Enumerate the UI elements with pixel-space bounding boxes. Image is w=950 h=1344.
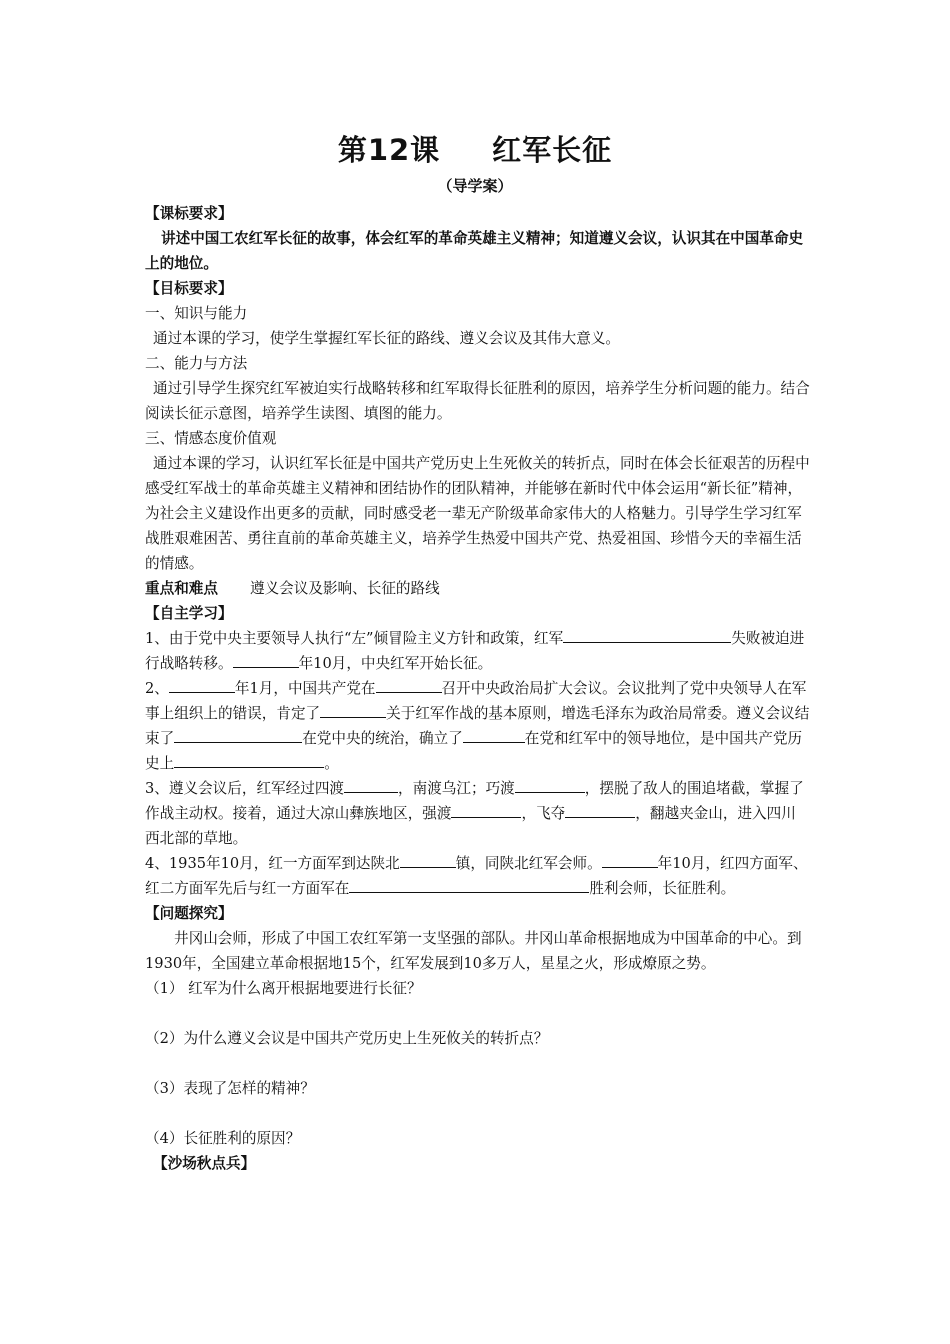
goals-heading: 【目标要求】 xyxy=(145,280,233,297)
q3-blank-3[interactable] xyxy=(451,801,521,818)
inquiry-question-2: （2）为什么遵义会议是中国共产党历史上生死攸关的转折点？ xyxy=(145,1030,549,1047)
self-study-heading: 【自主学习】 xyxy=(145,605,233,622)
q1-blank-1[interactable] xyxy=(563,626,731,643)
subtitle: （导学案） xyxy=(437,177,513,195)
q3-blank-1[interactable] xyxy=(344,776,398,793)
q2-text-f: 在党和红军中的领导地位，是中国共产党历史上 xyxy=(145,730,803,772)
q1-text-b: 失败被迫进行战略转移。 xyxy=(145,630,805,672)
goal1-heading: 一、知识与能力 xyxy=(145,305,248,322)
keypoints-heading: 重点和难点 xyxy=(145,580,218,597)
q4-blank-1[interactable] xyxy=(400,851,456,868)
q2-blank-3[interactable] xyxy=(320,701,386,718)
goal3-heading: 三、情感态度价值观 xyxy=(145,430,277,447)
q2-blank-5[interactable] xyxy=(463,726,525,743)
q2-text-g: 。 xyxy=(324,755,339,772)
q2-text-d: 关于红军作战的基本原则，增选毛泽东为政治局常委。遵义会议结束了 xyxy=(145,705,810,747)
inquiry-question-3: （3）表现了怎样的精神？ xyxy=(145,1080,315,1097)
lesson-name: 红军长征 xyxy=(492,133,613,167)
question-4 xyxy=(145,851,810,901)
q1-text-c: 年10月，中央红军开始长征。 xyxy=(298,655,493,672)
lesson-title xyxy=(0,128,950,169)
q2-blank-6[interactable] xyxy=(174,751,324,768)
q3-text-a: 3、遵义会议后，红军经过四渡 xyxy=(145,780,345,797)
q4-text-a: 4、1935年10月，红一方面军到达陕北 xyxy=(145,855,400,872)
q3-text-c: ，摆脱了敌人的围追堵截，掌握了作战主动权。接着，通过大凉山彝族地区，强渡 xyxy=(145,780,804,822)
keypoints-row xyxy=(145,576,810,601)
q4-blank-3[interactable] xyxy=(349,876,589,893)
q2-blank-1[interactable] xyxy=(169,676,235,693)
curriculum-text: 讲述中国工农红军长征的故事，体会红军的革命英雄主义精神；知道遵义会议，认识其在中国革命史上的地位。 xyxy=(145,230,804,272)
q2-blank-2[interactable] xyxy=(376,676,442,693)
goal3-text: 通过本课的学习，认识红军长征是中国共产党历史上生死攸关的转折点，同时在体会长征艰苦的历程中感受红军战士的革命英雄主义精神和团结协作的团队精神，并能够在新时代中体会运用“新长征”精神，为社会主义建设作出更多的贡献，同时感受老一辈无产阶级革命家伟大的人格魅力。引导学生学习红军战胜艰难困苦、勇往直前的革命英雄主义，培养学生热爱中国共产党、热爱祖国、珍惜今天的幸福生活的情感。 xyxy=(145,455,810,572)
inquiry-question-4: （4）长征胜利的原因？ xyxy=(145,1130,301,1147)
q1-text-a: 1、由于党中央主要领导人执行“左”倾冒险主义方针和政策，红军 xyxy=(145,630,564,647)
keypoints-text: 遵义会议及影响、长征的路线 xyxy=(249,580,440,597)
question-1 xyxy=(145,626,810,676)
q2-text-a: 2、 xyxy=(145,680,169,697)
inquiry-question-1: （1） 红军为什么离开根据地要进行长征？ xyxy=(145,980,422,997)
inquiry-heading: 【问题探究】 xyxy=(145,905,233,922)
q3-text-d: ，飞夺 xyxy=(521,805,566,822)
goal2-text: 通过引导学生探究红军被迫实行战略转移和红军取得长征胜利的原因，培养学生分析问题的能力。结合阅读长征示意图，培养学生读图、填图的能力。 xyxy=(145,380,810,422)
question-2 xyxy=(145,676,810,776)
goal1-text: 通过本课的学习，使学生掌握红军长征的路线、遵义会议及其伟大意义。 xyxy=(153,330,621,347)
question-3 xyxy=(145,776,810,851)
inquiry-text: 井冈山会师，形成了中国工农红军第一支坚强的部队。井冈山革命根据地成为中国革命的中心。到1930年，全国建立革命根据地15个，红军发展到10多万人，星星之火，形成燎原之势。 xyxy=(145,930,802,972)
q3-blank-4[interactable] xyxy=(565,801,635,818)
q2-text-e: 在党中央的统治，确立了 xyxy=(302,730,463,747)
curriculum-heading: 【课标要求】 xyxy=(145,205,233,222)
lesson-number: 第12课 xyxy=(337,133,441,167)
q3-text-e: ，翻越夹金山，进入四川西北部的草地。 xyxy=(145,805,796,847)
document-body xyxy=(145,201,810,1176)
q2-blank-4[interactable] xyxy=(174,726,302,743)
q2-text-c: 召开中央政治局扩大会议。会议批判了党中央领导人在军事上组织上的错误，肯定了 xyxy=(145,680,807,722)
q4-text-c: 年10月，红四方面军、红二方面军先后与红一方面军在 xyxy=(145,855,808,897)
q4-text-b: 镇，同陕北红军会师。 xyxy=(455,855,602,872)
q1-blank-2[interactable] xyxy=(233,651,299,668)
q3-blank-2[interactable] xyxy=(515,776,585,793)
q4-text-d: 胜利会师，长征胜利。 xyxy=(589,880,736,897)
practice-heading: 【沙场秋点兵】 xyxy=(153,1155,256,1172)
q2-text-b: 年1月，中国共产党在 xyxy=(234,680,376,697)
goal2-heading: 二、能力与方法 xyxy=(145,355,248,372)
q3-text-b: ，南渡乌江；巧渡 xyxy=(398,780,515,797)
q4-blank-2[interactable] xyxy=(602,851,658,868)
